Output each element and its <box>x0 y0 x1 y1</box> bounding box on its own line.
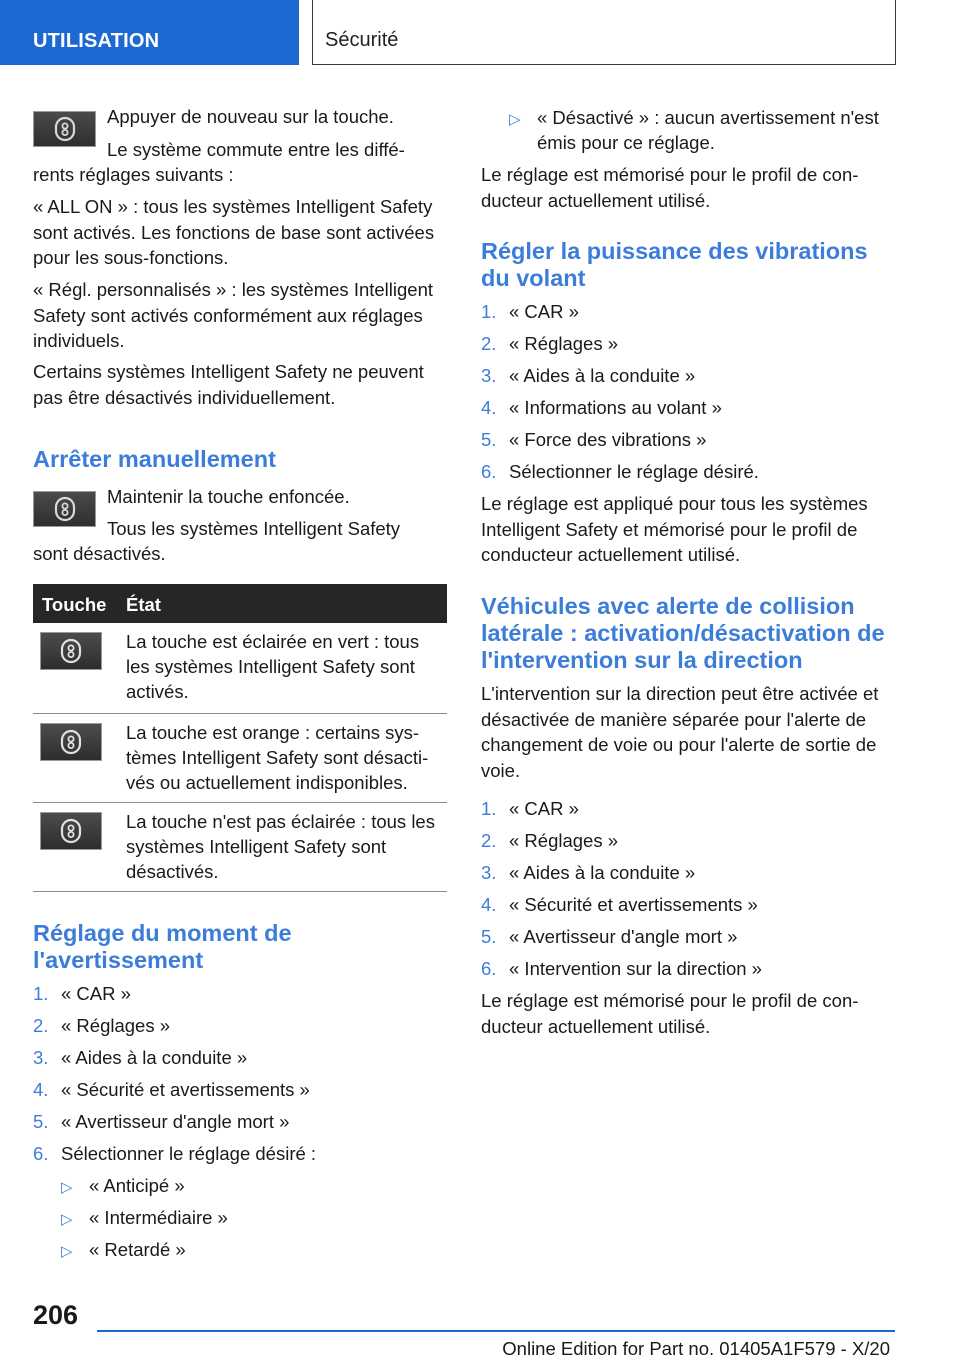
header-section-tab <box>0 0 299 65</box>
triangle-bullet-icon: ▷ <box>509 111 521 128</box>
orange-lit-button-icon <box>40 723 102 761</box>
footer-edition: Online Edition for Part no. 01405A1F579 - X/20 <box>502 1338 890 1359</box>
intro-line-1: Appuyer de nouveau sur la touche. <box>107 106 394 127</box>
collision-intro: L'intervention sur la direction peut être activée et désactivée de manière séparée pour l'alerte de changement de voie ou pour l'alerte de sortie de voie. <box>481 683 879 781</box>
all-on-text: « ALL ON » : tous les systèmes Intelligent Safety sont activés. Les fonctions de base sont activées pour les sous-fonctions. <box>33 196 435 268</box>
deactivated-line-2: émis pour ce réglage. <box>537 132 715 153</box>
saved-note-1: Le réglage est mémorisé pour le profil de con-ducteur actuellement utilisé. <box>481 164 859 211</box>
triangle-bullet-icon: ▷ <box>61 1211 73 1228</box>
manual-line-1: Maintenir la touche enfoncée. <box>107 486 350 507</box>
intro-line-3: rents réglages suivants : <box>33 164 234 185</box>
saved-note-2: Le réglage est mémorisé pour le profil de con-ducteur actuellement utilisé. <box>481 990 859 1037</box>
triangle-bullet-icon: ▷ <box>61 1179 73 1196</box>
green-lit-button-icon <box>40 632 102 670</box>
intelligent-safety-button-icon <box>33 111 96 147</box>
table-state-text: La touche est orange : certains sys-tèmes Intelligent Safety sont désacti-vés ou actuellement indisponibles. <box>126 722 429 793</box>
triangle-bullet-icon: ▷ <box>61 1243 73 1260</box>
manual-stop-heading: Arrêter manuellement <box>33 446 276 472</box>
manual-line-2: Tous les systèmes Intelligent Safety <box>107 518 401 539</box>
chapter-title: Sécurité <box>325 29 399 51</box>
table-state-text: La touche est éclairée en vert : tous les systèmes Intelligent Safety sont activés. <box>126 631 420 702</box>
table-row <box>33 714 447 803</box>
unlit-button-icon <box>40 812 102 850</box>
vibration-heading: Régler la puissance des vibrations du volant <box>481 238 868 291</box>
intro-line-2: Le système commute entre les diffé- <box>107 139 405 160</box>
vibration-note: Le réglage est appliqué pour tous les systèmes Intelligent Safety et mémorisé pour le profil de conducteur actuellement utilisé. <box>481 493 868 565</box>
table-row <box>33 623 447 714</box>
table-row <box>33 803 447 892</box>
intelligent-safety-button-icon <box>33 491 96 527</box>
footer-rule <box>97 1330 895 1332</box>
table-col-state: État <box>126 594 161 615</box>
state-table-header <box>33 584 447 623</box>
custom-settings-text: « Régl. personnalisés » : les systèmes Intelligent Safety sont activés conformément aux réglages individuels. <box>33 279 434 351</box>
section-title: UTILISATION <box>33 30 160 52</box>
table-col-button: Touche <box>42 594 107 615</box>
header-chapter-tab <box>312 0 896 65</box>
page-number: 206 <box>33 1300 79 1330</box>
manual-line-3: sont désactivés. <box>33 543 166 564</box>
note-text: Certains systèmes Intelligent Safety ne peuvent pas être désactivés individuellement. <box>33 361 424 408</box>
table-state-text: La touche n'est pas éclairée : tous les systèmes Intelligent Safety sont désactivés. <box>126 811 435 882</box>
collision-heading: Véhicules avec alerte de collision latérale : activation/désactivation de l'intervention sur la direction <box>481 593 885 673</box>
timing-heading: Réglage du moment de l'avertissement <box>33 920 292 973</box>
